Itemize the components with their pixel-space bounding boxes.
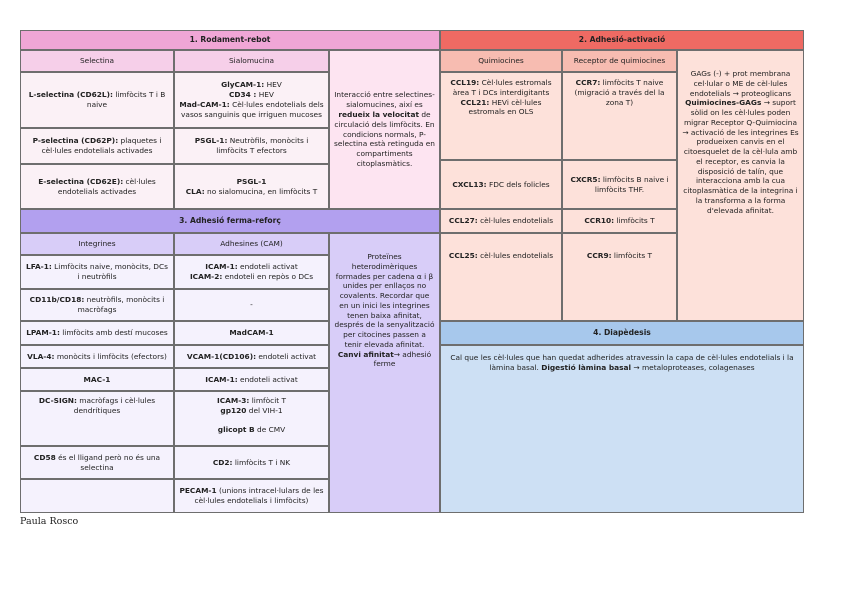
pecam1-cell: PECAM-1 (unions intracel·lulars de les cèl·lules endotelials i limfòcits) [174, 479, 329, 513]
vla4-cell: VLA-4: monòcits i limfòcits (efectors) [20, 345, 174, 368]
lpam1-cell: LPAM-1: limfòcits amb destí mucoses [20, 321, 174, 345]
quimiocines-header: Quimiocines [440, 50, 562, 72]
vcam1-cell: VCAM-1(CD106): endoteli activat [174, 345, 329, 368]
section-4-header: 4. Diapèdesis [440, 321, 804, 345]
dc-sign-cell: DC-SIGN: macròfags i cèl·lules dendrítiques [20, 391, 174, 446]
glycam-cell: GlyCAM-1: HEV CD34 : HEV Mad-CAM-1: Cèl·lules endotelials dels vasos sanguinis que irriguen mucoses [174, 72, 329, 128]
sialomucina-header: Sialomucina [174, 50, 329, 72]
p-selectina-cell: P-selectina (CD62P): plaquetes i cèl·lules endotelials activades [20, 128, 174, 164]
cxcl13-cell: CXCL13: FDC dels folicles [440, 160, 562, 209]
cd11b-cell: CD11b/CD18: neutròfils, monòcits i macròfags [20, 289, 174, 321]
l-selectina-cell: L-selectina (CD62L): limfòcits T i B naive [20, 72, 174, 128]
ccr9-cell: CCR9: limfòcits T [562, 233, 677, 321]
lfa1-cell: LFA-1: Limfòcits naive, monòcits, DCs i neutròfils [20, 255, 174, 289]
mac1-cell: MAC-1 [20, 368, 174, 391]
section-3-note: Proteïnes heterodimèriques formades per cadena α i β unides per enllaços no covalents. Recordar que en un inici les integrines tenen baixa afinitat, després de la senyalització per citocines passen a tenir elevada afinitat. Canvi afinitat→ adhesió ferme [329, 233, 440, 513]
cd2-cell: CD2: limfòcits T i NK [174, 446, 329, 479]
e-selectina-cell: E-selectina (CD62E): cèl·lules endotelials activades [20, 164, 174, 209]
cxcr5-cell: CXCR5: limfòcits B naive i limfòcits THF. [562, 160, 677, 209]
cd58-cell: CD58 és el lligand però no és una selectina [20, 446, 174, 479]
dash-cell: - [174, 289, 329, 321]
empty-cell [20, 479, 174, 513]
icam1-cell: ICAM-1: endoteli activat [174, 368, 329, 391]
icam1-icam2-cell: ICAM-1: endoteli activat ICAM-2: endoteli en repòs o DCs [174, 255, 329, 289]
section-3-header: 3. Adhesió ferma-reforç [20, 209, 440, 233]
madcam1-cell: MadCAM-1 [174, 321, 329, 345]
ccl19-ccl21-cell: CCL19: Cèl·lules estromals àrea T i DCs interdigitants CCL21: HEVi cèl·lules estromals en OLS [440, 72, 562, 160]
ccl27-cell: CCL27: cèl·lules endotelials [440, 209, 562, 233]
icam3-cell: ICAM-3: limfòcit T gp120 del VIH-1 glicopt B de CMV [174, 391, 329, 446]
section-4-body: Cal que les cèl·lules que han quedat adherides atravessin la capa de cèl·lules endotelials i la làmina basal. Digestió làmina basal → metaloproteases, colagenases [440, 345, 804, 513]
integrines-header: Integrines [20, 233, 174, 255]
section-2-note: GAGs (-) + prot membrana cel·lular o ME de cèl·lules endotelials → proteoglicans Quimiocines-GAGs → suport sòlid on les cèl·lules poden migrar Receptor Q-Quimiocina → activació de les integrines Es produeixen canvis en el citoesquelet de la cèl·lula amb el receptor, es canvia la disposició de talín, que interacciona amb la cua citoplasmàtica de la integrina i la transforma a la forma d'elevada afinitat. [677, 50, 804, 321]
section-1-header: 1. Rodament-rebot [20, 30, 440, 50]
ccr10-cell: CCR10: limfòcits T [562, 209, 677, 233]
ccl25-cell: CCL25: cèl·lules endotelials [440, 233, 562, 321]
receptor-header: Receptor de quimiocines [562, 50, 677, 72]
psgl1-cell: PSGL-1: Neutròfils, monòcits i limfòcits T efectors [174, 128, 329, 164]
section-2-header: 2. Adhesió-activació [440, 30, 804, 50]
section-1-note: Interacció entre selectines-sialomucines, així es redueix la velocitat de circulació dels limfòcits. En condicions normals, P-selectina està retinguda en compartiments citoplasmàtics. [329, 50, 440, 209]
author-footer: Paula Rosco [20, 516, 79, 527]
psgl1-cla-cell: PSGL-1 CLA: no sialomucina, en limfòcits T [174, 164, 329, 209]
ccr7-cell: CCR7: limfòcits T naive (migració a través del la zona T) [562, 72, 677, 160]
adhesines-header: Adhesines (CAM) [174, 233, 329, 255]
selectina-header: Selectina [20, 50, 174, 72]
